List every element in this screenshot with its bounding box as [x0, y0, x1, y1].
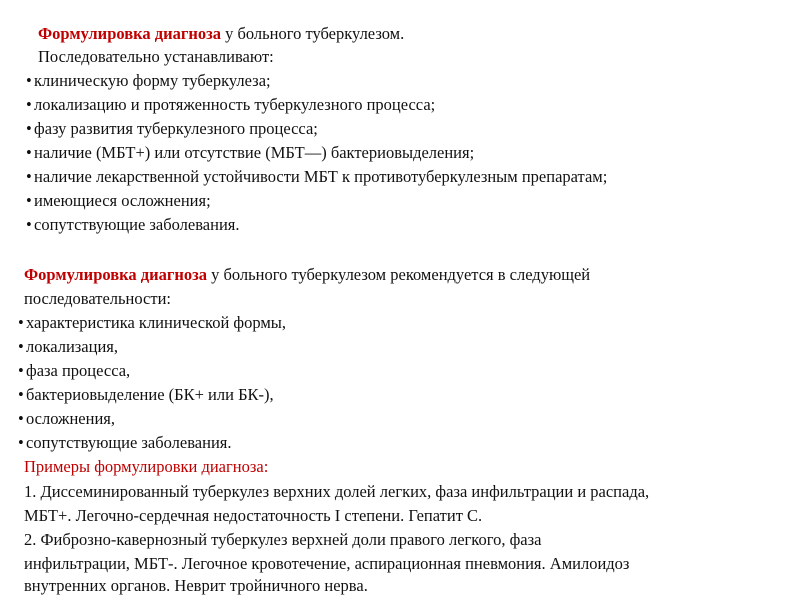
list-item	[18, 384, 274, 406]
section-2-heading-highlight: Формулировка диагноза	[24, 265, 207, 284]
list-item	[26, 70, 271, 92]
list-item-text: наличие (МБТ+) или отсутствие (МБТ—) бактериовыделения;	[34, 143, 475, 162]
bullet: •	[26, 167, 32, 186]
bullet: •	[18, 409, 24, 428]
list-item	[18, 408, 115, 430]
list-item-text: фаза процесса,	[26, 361, 131, 380]
bullet: •	[26, 119, 32, 138]
list-item	[18, 336, 118, 358]
bullet: •	[18, 313, 24, 332]
bullet: •	[18, 385, 24, 404]
bullet: •	[26, 95, 32, 114]
bullet: •	[26, 215, 32, 234]
list-item-text: сопутствующие заболевания.	[34, 215, 240, 234]
list-item-text: наличие лекарственной устойчивости МБТ к противотуберкулезным препаратам;	[34, 167, 608, 186]
bullet: •	[18, 433, 24, 452]
example-line: 2. Фиброзно-кавернозный туберкулез верхней доли правого легкого, фаза	[24, 530, 542, 549]
bullet: •	[26, 191, 32, 210]
list-item	[26, 142, 474, 164]
list-item	[18, 360, 130, 382]
list-item-text: имеющиеся осложнения;	[34, 191, 211, 210]
list-item-text: осложнения,	[26, 409, 115, 428]
bullet: •	[26, 143, 32, 162]
example-line: 1. Диссеминированный туберкулез верхних долей легких, фаза инфильтрации и распада,	[24, 482, 650, 501]
example-line: инфильтрации, МБТ-. Легочное кровотечение, аспирационная пневмония. Амилоидоз	[24, 554, 630, 573]
list-item-text: бактериовыделение (БК+ или БК-),	[26, 385, 274, 404]
list-item	[26, 94, 435, 116]
section-1-heading-text: у больного туберкулезом.	[220, 24, 405, 43]
list-item-text: сопутствующие заболевания.	[26, 433, 232, 452]
example-line: МБТ+. Легочно-сердечная недостаточность I степени. Гепатит С.	[24, 506, 483, 525]
list-item-text: клиническую форму туберкулеза;	[34, 71, 271, 90]
list-item	[18, 312, 286, 334]
list-item-text: фазу развития туберкулезного процесса;	[34, 119, 318, 138]
list-item-text: характеристика клинической формы,	[26, 313, 286, 332]
list-item	[26, 166, 607, 188]
list-item	[26, 190, 211, 212]
bullet: •	[18, 361, 24, 380]
section-2-heading-text: у больного туберкулезом рекомендуется в следующей	[206, 265, 591, 284]
section-2-heading-continuation: последовательности:	[24, 289, 172, 308]
section-1-heading-highlight: Формулировка диагноза	[38, 24, 221, 43]
section-1-heading	[38, 23, 404, 45]
examples-title: Примеры формулировки диагноза:	[24, 457, 269, 476]
example-line: внутренних органов. Неврит тройничного нерва.	[24, 576, 368, 595]
section-2-heading	[24, 264, 590, 286]
list-item	[18, 432, 232, 454]
list-item-text: локализация,	[26, 337, 118, 356]
list-item	[26, 214, 240, 236]
list-item-text: локализацию и протяженность туберкулезного процесса;	[34, 95, 436, 114]
list-item	[26, 118, 318, 140]
section-1-intro: Последовательно устанавливают:	[38, 47, 274, 66]
bullet: •	[18, 337, 24, 356]
bullet: •	[26, 71, 32, 90]
